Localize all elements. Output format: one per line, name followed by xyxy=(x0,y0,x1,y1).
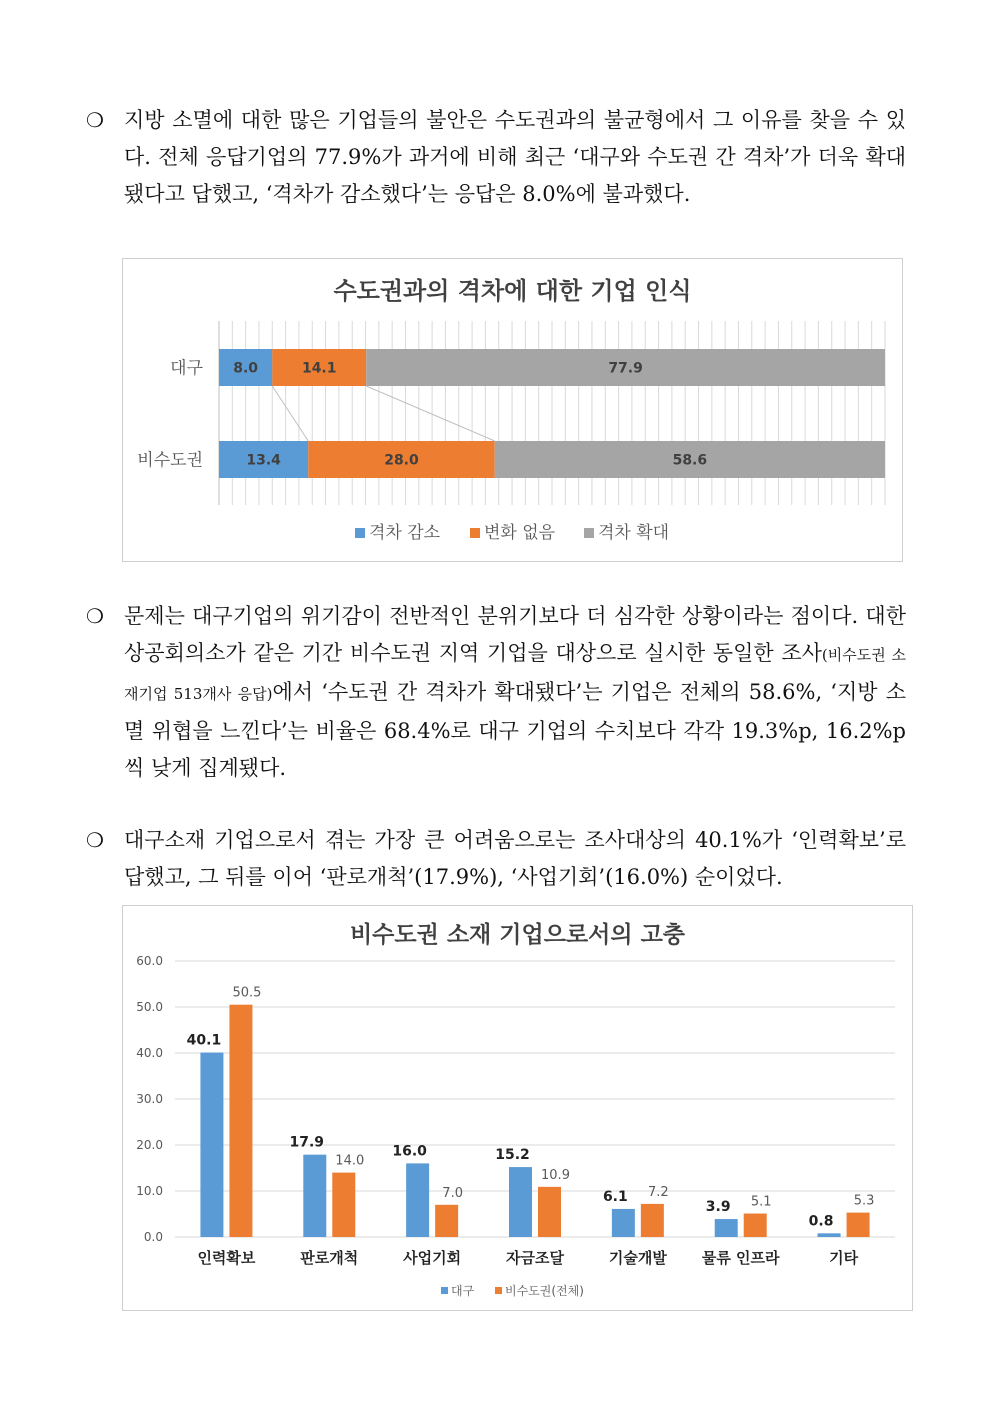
gap-chart-series-line xyxy=(366,386,495,441)
gap-chart-legend-label: 격차 감소 xyxy=(369,523,441,543)
hardship-chart-data-label: 14.0 xyxy=(335,1153,365,1169)
gap-chart-series-line xyxy=(272,386,308,441)
paragraph-2-text-b: 에서 ‘수도권 간 격차가 확대됐다’는 기업은 전체의 58.6%, ‘지방 소멸 위협을 느낀다’는 비율은 68.4%로 대구 기업의 수치보다 각각 19.3%p, 16.2%p씩 낮게 집계됐다. xyxy=(124,680,906,780)
gap-chart-plot xyxy=(123,259,902,561)
hardship-chart-category-label: 자금조달 xyxy=(506,1249,564,1267)
hardship-chart-data-label: 6.1 xyxy=(602,1188,628,1205)
hardship-chart-bar xyxy=(847,1213,870,1237)
hardship-chart-y-tick-label: 60.0 xyxy=(136,954,163,968)
hardship-chart-category-label: 물류 인프라 xyxy=(701,1249,780,1267)
hardship-chart-category-label: 기술개발 xyxy=(608,1249,667,1267)
hardship-chart-data-label: 5.1 xyxy=(750,1194,772,1210)
paragraph-2-note: (비수도권 소재기업 513개사 응답) xyxy=(124,646,906,703)
hardship-chart-bar xyxy=(612,1209,635,1237)
hardship-chart-legend-swatch xyxy=(495,1287,502,1294)
hardship-chart-legend-label: 대구 xyxy=(451,1284,475,1298)
hardship-chart-data-label: 0.8 xyxy=(808,1213,834,1230)
hardship-chart-bar xyxy=(332,1173,355,1237)
gap-chart-legend-label: 변화 없음 xyxy=(484,523,556,543)
paragraph-1 xyxy=(86,102,906,213)
hardship-chart-y-tick-label: 0.0 xyxy=(143,1230,163,1244)
hardship-chart-category-label: 인력확보 xyxy=(197,1249,256,1267)
hardship-chart-data-label: 10.9 xyxy=(541,1167,570,1183)
gap-chart-data-label: 58.6 xyxy=(672,452,708,469)
hardship-chart-data-label: 7.2 xyxy=(648,1184,669,1200)
hardship-chart-y-tick-label: 30.0 xyxy=(136,1092,163,1106)
hardship-chart-data-label: 15.2 xyxy=(495,1147,530,1164)
hardship-chart-data-label: 5.3 xyxy=(853,1193,875,1209)
gap-chart-data-label: 8.0 xyxy=(233,360,259,377)
hardship-chart-bar xyxy=(509,1167,532,1237)
hardship-chart-legend-label: 비수도권(전체) xyxy=(505,1284,584,1298)
paragraph-1-text: 지방 소멸에 대한 많은 기업들의 불안은 수도권과의 불균형에서 그 이유를 찾을 수 있다. 전체 응답기업의 77.9%가 과거에 비해 최근 ‘대구와 수도권 간 격차’가 더욱 확대됐다고 답했고, ‘격차가 감소했다’는 응답은 8.0%에 불과했다. xyxy=(124,108,906,206)
hardship-chart-bar xyxy=(744,1214,767,1237)
gap-chart-category-label: 대구 xyxy=(170,358,203,379)
hardship-chart-y-tick-label: 50.0 xyxy=(136,1000,163,1014)
gap-chart-legend-swatch xyxy=(584,528,594,538)
hardship-chart-data-label: 16.0 xyxy=(392,1143,427,1160)
gap-chart-legend-swatch xyxy=(355,528,365,538)
hardship-chart-bar xyxy=(818,1233,841,1237)
hardship-chart-y-tick-label: 40.0 xyxy=(136,1046,163,1060)
paragraph-3-text: 대구소재 기업으로서 겪는 가장 큰 어려움으로는 조사대상의 40.1%가 ‘인력확보’로 답했고, 그 뒤를 이어 ‘판로개척’(17.9%), ‘사업기회’(16.0%) 순이었다. xyxy=(124,828,906,889)
circle-bullet-icon: ❍ xyxy=(86,108,104,132)
gap-chart-title: 수도권과의 격차에 대한 기업 인식 xyxy=(333,277,692,305)
hardship-chart-bar xyxy=(715,1219,738,1237)
paragraph-2-text xyxy=(124,598,906,787)
gap-perception-chart xyxy=(122,258,903,562)
gap-chart-data-label: 14.1 xyxy=(301,360,337,377)
hardship-chart-category-label: 기타 xyxy=(829,1249,859,1267)
gap-chart-data-label: 28.0 xyxy=(384,452,419,469)
hardship-chart-data-label: 50.5 xyxy=(232,985,262,1001)
gap-chart-legend-label: 격차 확대 xyxy=(598,523,670,543)
hardship-chart-bar xyxy=(303,1155,326,1237)
hardship-chart-category-label: 사업기회 xyxy=(403,1249,462,1267)
circle-bullet-icon: ❍ xyxy=(86,604,104,628)
hardship-chart-category-label: 판로개척 xyxy=(300,1249,359,1267)
paragraph-3 xyxy=(86,822,906,896)
hardship-chart-y-tick-label: 10.0 xyxy=(136,1184,163,1198)
hardship-chart-y-tick-label: 20.0 xyxy=(136,1138,163,1152)
hardship-chart-bar xyxy=(435,1205,458,1237)
hardship-chart-data-label: 17.9 xyxy=(289,1134,325,1151)
hardship-chart-data-label: 3.9 xyxy=(705,1199,731,1216)
hardship-chart-data-label: 7.0 xyxy=(442,1185,463,1201)
hardship-chart-bar xyxy=(200,1053,223,1237)
hardship-chart-title: 비수도권 소재 기업으로서의 고충 xyxy=(349,922,686,948)
hardship-chart-bar xyxy=(406,1163,429,1237)
gap-chart-data-label: 13.4 xyxy=(246,452,281,469)
gap-chart-legend-swatch xyxy=(470,528,480,538)
hardship-chart-data-label: 40.1 xyxy=(186,1032,222,1049)
hardship-chart-bar xyxy=(229,1005,252,1237)
gap-chart-category-label: 비수도권 xyxy=(137,450,203,471)
gap-chart-data-label: 77.9 xyxy=(608,360,643,377)
hardship-chart-plot xyxy=(123,906,912,1310)
hardship-chart-legend-swatch xyxy=(441,1287,448,1294)
hardship-chart-bar xyxy=(641,1204,664,1237)
hardship-chart xyxy=(122,905,913,1311)
circle-bullet-icon: ❍ xyxy=(86,828,104,852)
hardship-chart-bar xyxy=(538,1187,561,1237)
paragraph-2 xyxy=(86,598,906,787)
paragraph-2-text-a: 문제는 대구기업의 위기감이 전반적인 분위기보다 더 심각한 상황이라는 점이다. 대한상공회의소가 같은 기간 비수도권 지역 기업을 대상으로 실시한 동일한 조사 xyxy=(124,604,906,665)
